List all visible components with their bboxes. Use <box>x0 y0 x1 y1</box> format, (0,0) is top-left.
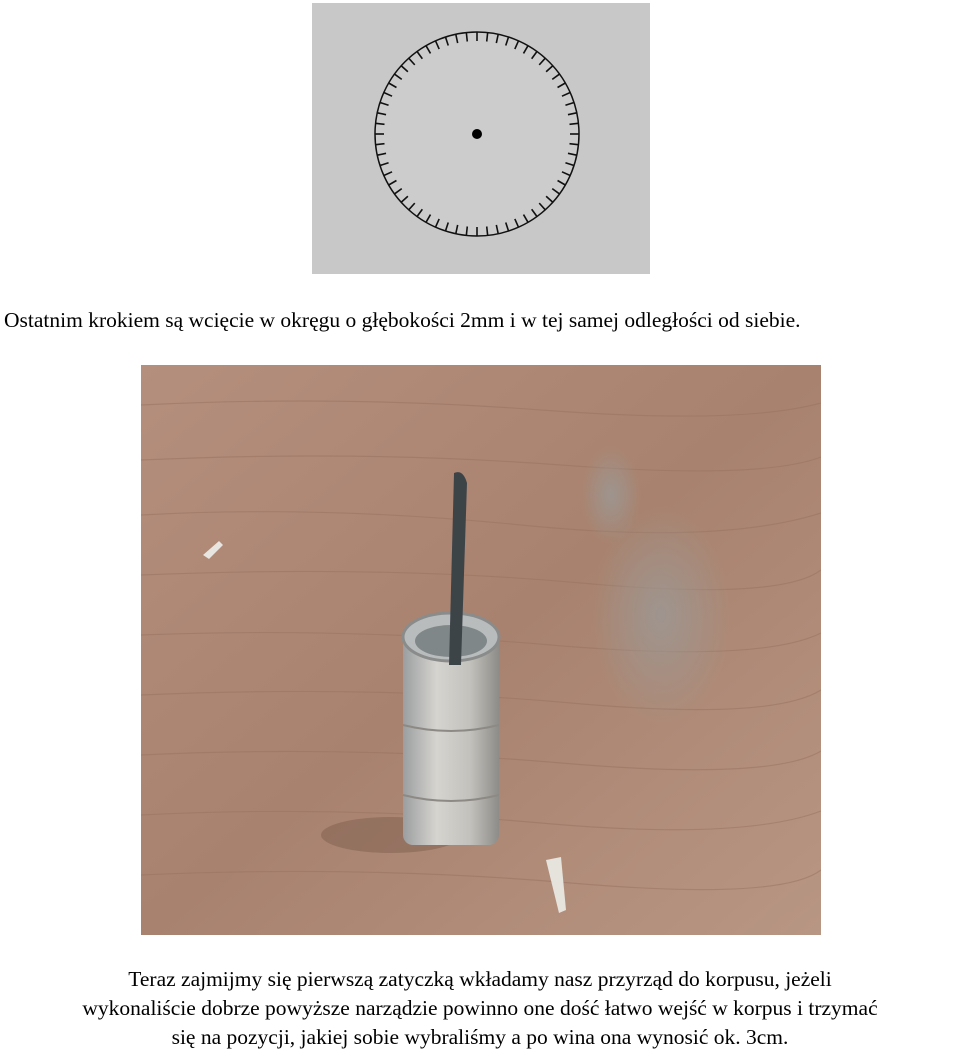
photo-cylinder-on-table <box>141 365 821 935</box>
notch-tick <box>487 33 488 42</box>
body-line-1: Teraz zajmijmy się pierwszą zatyczką wkładamy nasz przyrząd do korpusu, jeżeli <box>128 967 832 991</box>
body-line-3: się na pozycji, jakiej sobie wybraliśmy a po wina ona wynosić ok. 3cm. <box>171 1025 789 1049</box>
glue-smudge-small <box>581 445 641 545</box>
center-point <box>472 129 482 139</box>
circle-with-notches-icon <box>312 3 650 274</box>
body-text <box>0 965 960 1052</box>
caption-top: Ostatnim krokiem są wcięcie w okręgu o głębokości 2mm i w tej samej odległości od siebie. <box>4 308 801 332</box>
notch-tick <box>569 123 578 124</box>
notch-tick <box>376 144 385 145</box>
body-line-2: wykonaliście dobrze powyższe narządzie powinno one dość łatwo wejść w korpus i trzymać <box>82 996 878 1020</box>
notch-tick <box>376 123 385 124</box>
notch-tick <box>487 226 488 235</box>
notch-tick <box>466 33 467 42</box>
notched-circle-diagram <box>312 3 650 274</box>
cardboard-tube <box>403 635 499 845</box>
notch-tick <box>466 226 467 235</box>
notch-tick <box>569 144 578 145</box>
photo-cylinder-rod-icon <box>141 365 821 935</box>
